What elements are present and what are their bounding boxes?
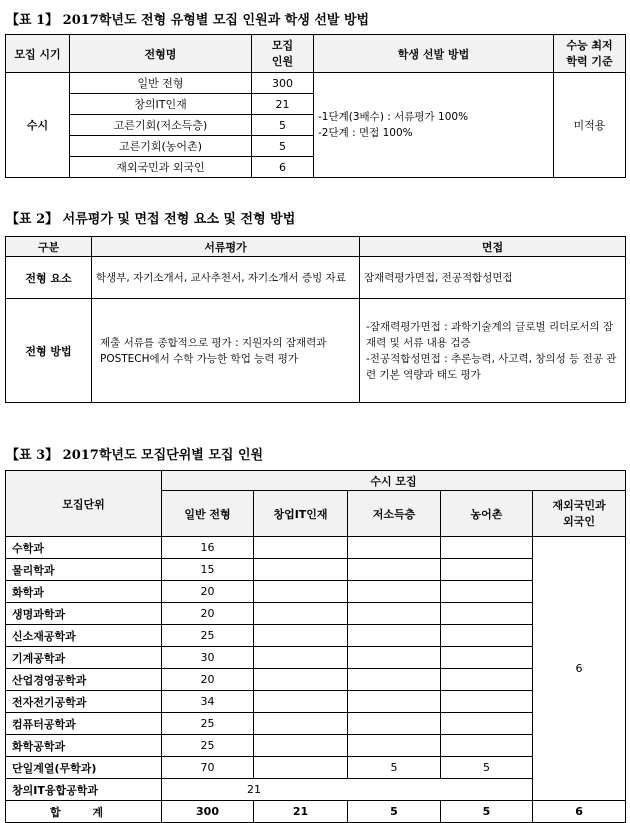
track-quota: 5: [252, 115, 314, 136]
low-income-count: [348, 559, 441, 581]
low-income-count: [348, 581, 441, 603]
unit-name: 창의IT융합공학과: [6, 779, 162, 801]
it-count: [254, 603, 348, 625]
general-count: 34: [162, 691, 254, 713]
farming-count: [441, 537, 533, 559]
header-document: 서류평가: [92, 237, 360, 257]
unit-name: 화학과: [6, 581, 162, 603]
unit-name: 수학과: [6, 537, 162, 559]
table2-title: 【표 2】 서류평가 및 면접 전형 요소 및 전형 방법: [6, 212, 296, 227]
it-count: [254, 691, 348, 713]
it-count: [254, 735, 348, 757]
track-name: 고른기회(농어촌): [70, 136, 252, 157]
farming-count: [441, 581, 533, 603]
track-name: 재외국민과 외국인: [70, 157, 252, 178]
header-quota: 모집 인원: [252, 35, 314, 73]
row-label-elements: 전형 요소: [6, 257, 92, 299]
low-income-count: [348, 647, 441, 669]
track-quota: 5: [252, 136, 314, 157]
low-income-count: [348, 625, 441, 647]
method-step1: -1단계(3배수) : 서류평가 100%: [318, 111, 469, 123]
table3-title: 【표 3】 2017학년도 모집단위별 모집 인원: [6, 448, 264, 463]
interview-method-potential: -잠재력평가면접 : 과학기술계의 글로벌 리더로서의 잠재력 및 서류 내용 검증: [366, 320, 614, 349]
farming-count: [441, 647, 533, 669]
it-count: [254, 559, 348, 581]
header-min-standard: 수능 최저 학력 기준: [554, 35, 626, 73]
farming-count: [441, 625, 533, 647]
low-income-count: [348, 537, 441, 559]
row-label-methods: 전형 방법: [6, 299, 92, 403]
general-count: 15: [162, 559, 254, 581]
header-rolling-admission: 수시 모집: [162, 471, 626, 491]
min-standard-cell: 미적용: [554, 73, 626, 178]
it-count: [254, 625, 348, 647]
header-category: 구분: [6, 237, 92, 257]
low-income-count: [348, 669, 441, 691]
farming-count: [441, 603, 533, 625]
farming-count: 5: [441, 757, 533, 779]
header-foreign: 재외국민과 외국인: [533, 491, 626, 537]
selection-method-table: [5, 34, 626, 178]
general-count: 25: [162, 713, 254, 735]
farming-count: [441, 735, 533, 757]
low-income-count: [348, 713, 441, 735]
low-income-count: 5: [348, 757, 441, 779]
unit-name: 화학공학과: [6, 735, 162, 757]
header-interview: 면접: [360, 237, 626, 257]
unit-name: 생명과학과: [6, 603, 162, 625]
unit-name: 기계공학과: [6, 647, 162, 669]
it-count: [254, 581, 348, 603]
it-count: [254, 537, 348, 559]
track-quota: 6: [252, 157, 314, 178]
document-method: 제출 서류를 종합적으로 평가 : 지원자의 잠재력과 POSTECH에서 수학 가능한 학업 능력 평가: [92, 299, 360, 403]
total-label: 합 계: [6, 801, 162, 823]
it-count: [254, 647, 348, 669]
foreign-count: 6: [533, 537, 626, 801]
header-track-name: 전형명: [70, 35, 252, 73]
track-quota: 300: [252, 73, 314, 94]
it-count: [254, 757, 348, 779]
interview-method: [360, 299, 626, 403]
header-selection-method: 학생 선발 방법: [314, 35, 554, 73]
it-count: [254, 669, 348, 691]
farming-count: [441, 713, 533, 735]
total-it: 21: [254, 801, 348, 823]
total-general: 300: [162, 801, 254, 823]
unit-name: 산업경영공학과: [6, 669, 162, 691]
header-low-income: 저소득층: [348, 491, 441, 537]
unit-rows: [6, 537, 626, 823]
general-count: 30: [162, 647, 254, 669]
header-general: 일반 전형: [162, 491, 254, 537]
document-elements: 학생부, 자기소개서, 교사추천서, 자기소개서 증빙 자료: [92, 257, 360, 299]
unit-name: 물리학과: [6, 559, 162, 581]
general-count: 20: [162, 581, 254, 603]
period-cell: 수시: [6, 73, 70, 178]
general-count: 20: [162, 603, 254, 625]
total-foreign: 6: [533, 801, 626, 823]
it-fusion-count: 21: [162, 779, 533, 801]
evaluation-table: [5, 236, 626, 403]
track-name: 창의IT인재: [70, 94, 252, 115]
interview-method-major: -전공적합성면접 : 추론능력, 사고력, 창의성 등 전공 관련 기본 역량과 태도 평가: [366, 352, 617, 381]
track-name: 고른기회(저소득층): [70, 115, 252, 136]
total-low-income: 5: [348, 801, 441, 823]
general-count: 16: [162, 537, 254, 559]
total-row: [6, 801, 626, 823]
selection-method-cell: [314, 73, 554, 178]
table1-title: 【표 1】 2017학년도 전형 유형별 모집 인원과 학생 선발 방법: [6, 13, 370, 28]
general-count: 70: [162, 757, 254, 779]
track-quota: 21: [252, 94, 314, 115]
unit-name: 전자전기공학과: [6, 691, 162, 713]
it-count: [254, 713, 348, 735]
farming-count: [441, 669, 533, 691]
farming-count: [441, 559, 533, 581]
general-count: 20: [162, 669, 254, 691]
low-income-count: [348, 691, 441, 713]
track-name: 일반 전형: [70, 73, 252, 94]
interview-elements: 잠재력평가면접, 전공적합성면접: [360, 257, 626, 299]
general-count: 25: [162, 735, 254, 757]
header-it: 창업IT인재: [254, 491, 348, 537]
total-farming: 5: [441, 801, 533, 823]
quota-by-unit-table: [5, 470, 626, 823]
header-unit: 모집단위: [6, 471, 162, 537]
farming-count: [441, 691, 533, 713]
method-step2: -2단계 : 면접 100%: [318, 127, 413, 139]
general-count: 25: [162, 625, 254, 647]
header-farming: 농어촌: [441, 491, 533, 537]
unit-name: 단일계열(무학과): [6, 757, 162, 779]
header-period: 모집 시기: [6, 35, 70, 73]
unit-name: 신소재공학과: [6, 625, 162, 647]
unit-name: 컴퓨터공학과: [6, 713, 162, 735]
table-row: [6, 537, 626, 559]
low-income-count: [348, 603, 441, 625]
low-income-count: [348, 735, 441, 757]
